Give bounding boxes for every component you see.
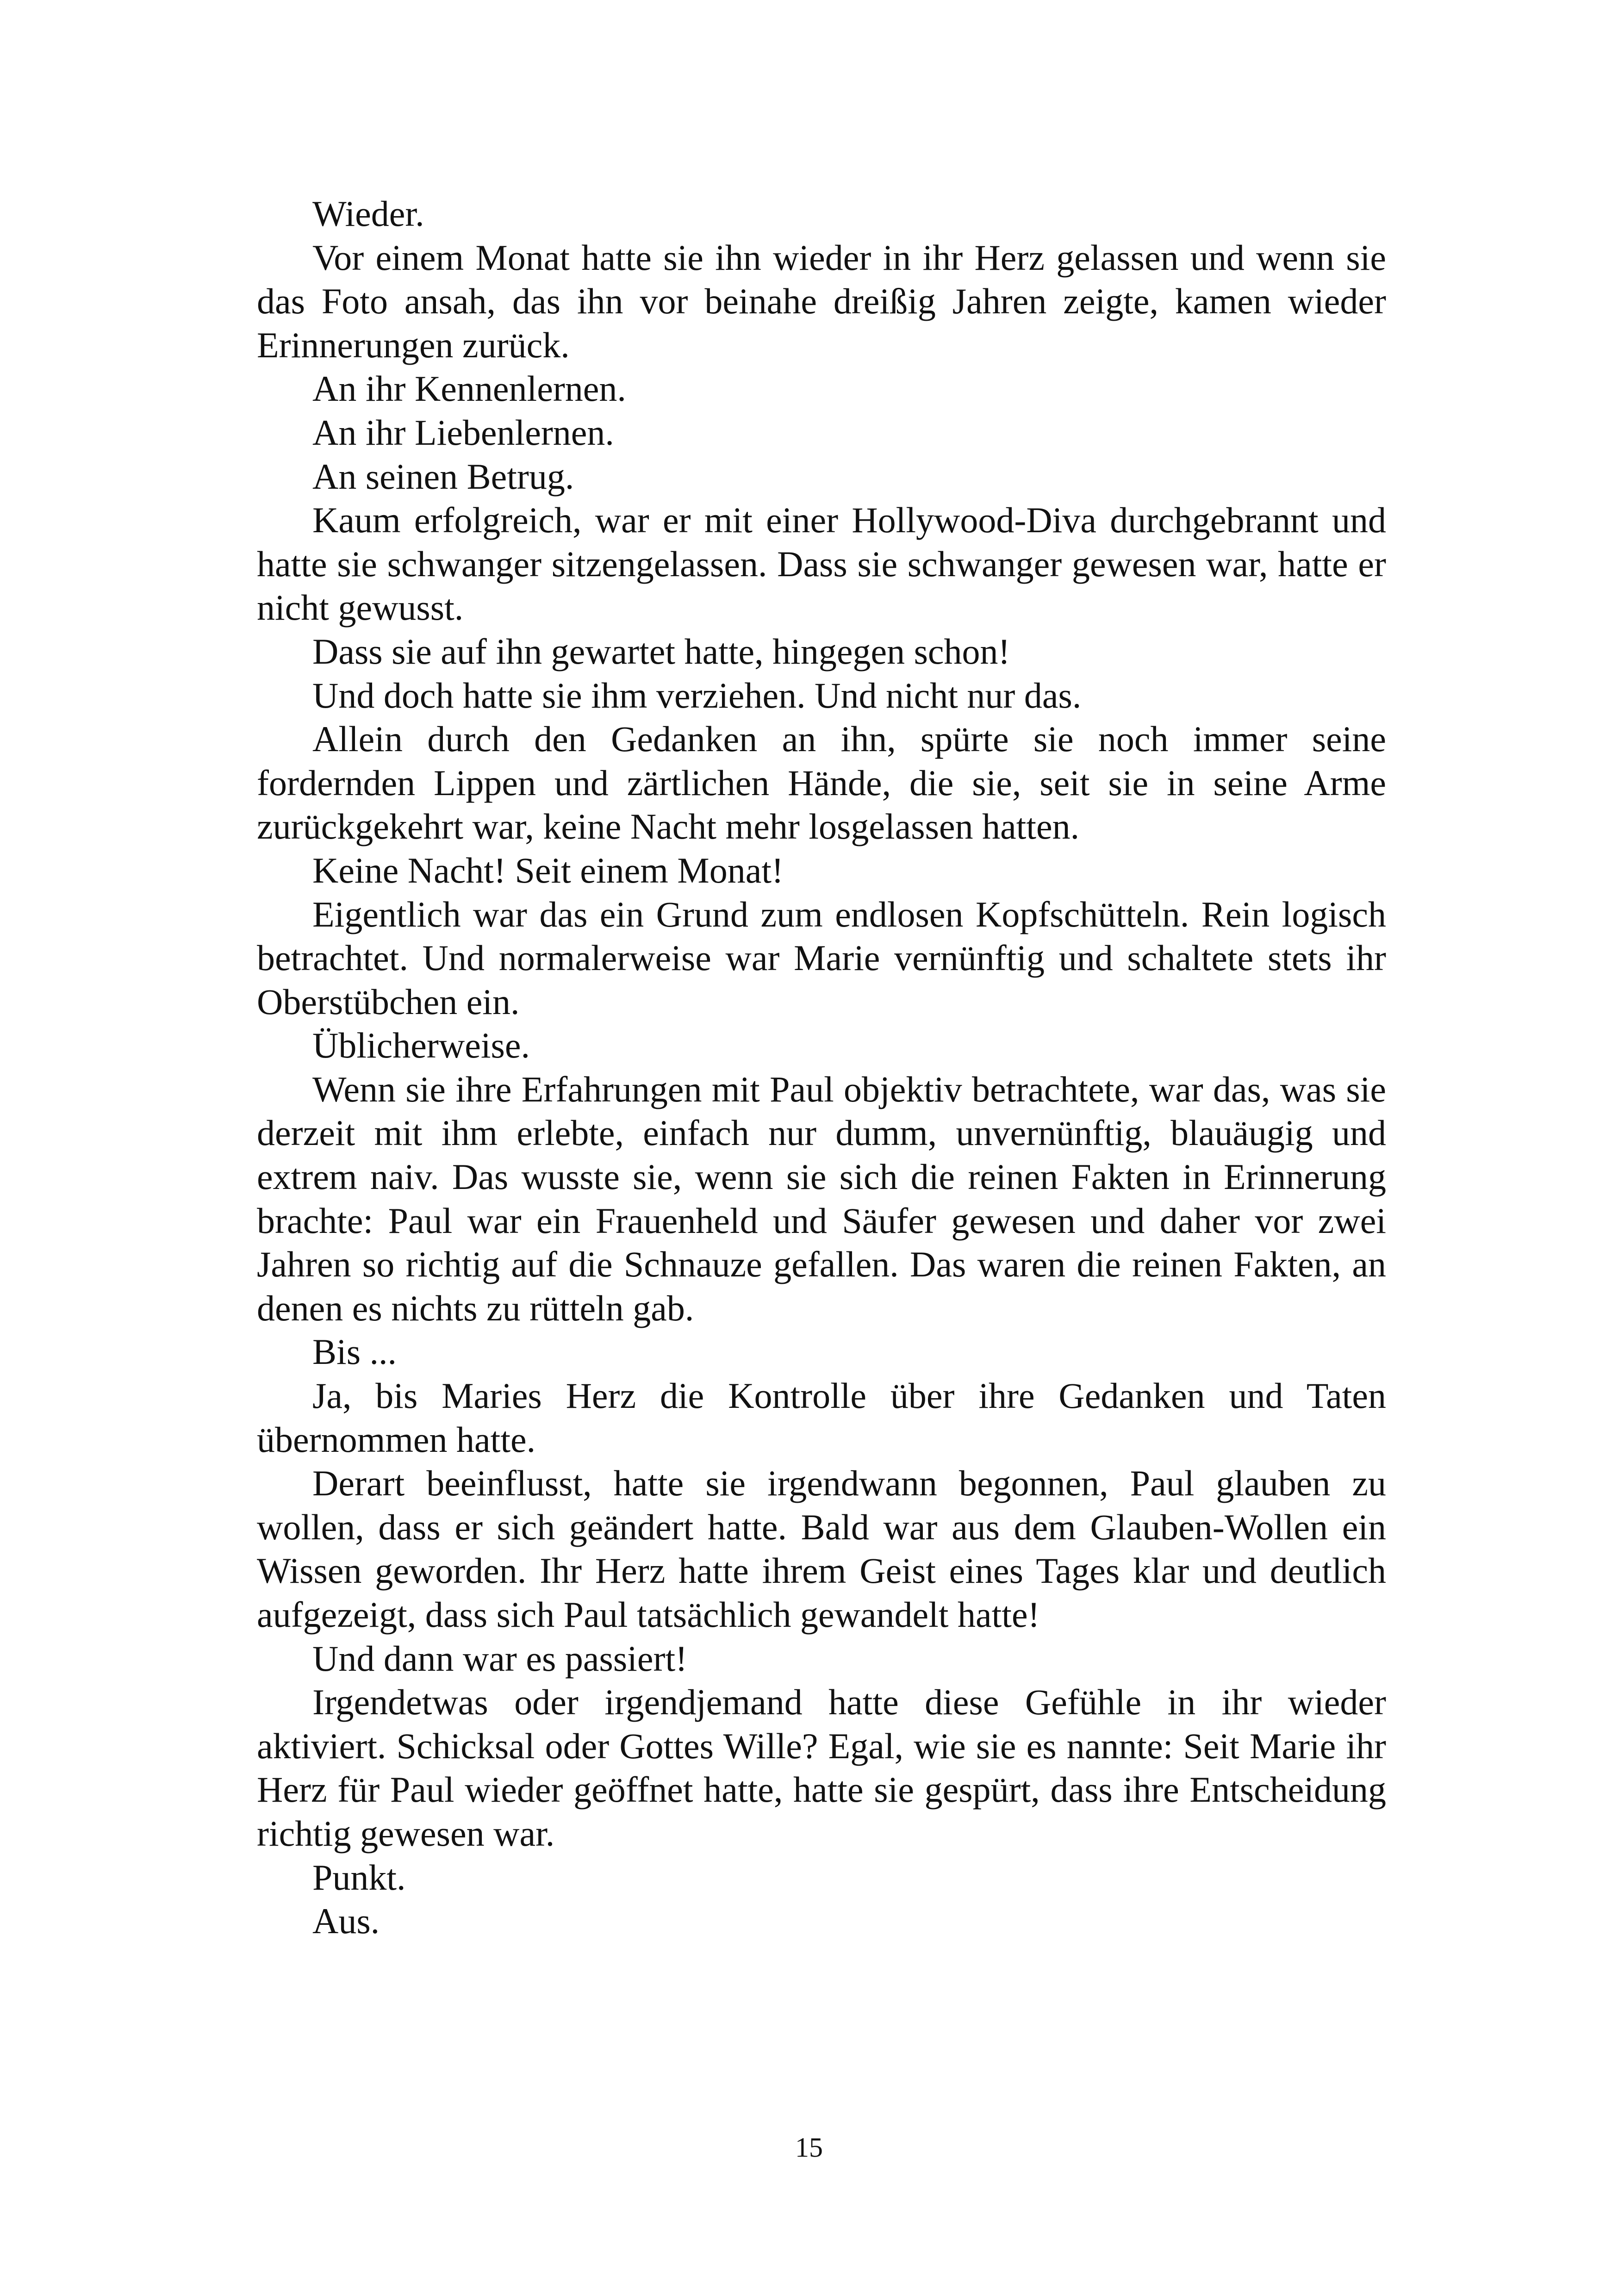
paragraph: An seinen Betrug. [312,456,574,497]
body-text [257,192,1386,1943]
paragraph: Üblicherweise. [312,1025,530,1066]
paragraph: An ihr Liebenlernen. [312,412,614,453]
paragraph: Und dann war es passiert! [312,1638,688,1679]
paragraph: Derart beeinflusst, hatte sie irgendwann begonnen, Paul glauben zu wollen, dass er sich geändert hatte. Bald war aus dem Glauben-Wollen ein Wissen geworden. Ihr Herz hatte ihrem Geist eines Tages klar und deutlich aufgezeigt, dass sich Paul tatsächlich gewandelt hatte! [257,1463,1386,1635]
page-number: 15 [795,2132,823,2163]
paragraph: Kaum erfolgreich, war er mit einer Hollywood-Diva durchgebrannt und hatte sie schwanger sitzengelassen. Dass sie schwanger gewesen war, hatte er nicht gewusst. [257,500,1386,628]
paragraph: Eigentlich war das ein Grund zum endlosen Kopfschütteln. Rein logisch betrachtet. Und normalerweise war Marie vernünftig und schaltete stets ihr Oberstübchen ein. [257,894,1386,1022]
paragraph: Bis ... [312,1332,397,1372]
paragraph: Und doch hatte sie ihm verziehen. Und nicht nur das. [312,675,1082,716]
paragraph: Irgendetwas oder irgendjemand hatte diese Gefühle in ihr wieder aktiviert. Schicksal oder Gottes Wille? Egal, wie sie es nannte: Seit Marie ihr Herz für Paul wieder geöffnet hatte, hatte sie gespürt, dass ihre Entscheidung richtig gewesen war. [257,1682,1386,1854]
paragraph: Ja, bis Maries Herz die Kontrolle über ihre Gedanken und Taten übernommen hatte. [257,1375,1386,1460]
paragraph: Allein durch den Gedanken an ihn, spürte sie noch immer seine fordernden Lippen und zärtlichen Hände, die sie, seit sie in seine Arme zurückgekehrt war, keine Nacht mehr losgelassen hatten. [257,719,1386,847]
paragraph: Keine Nacht! Seit einem Monat! [312,850,784,890]
paragraph: An ihr Kennenlernen. [312,368,626,409]
paragraph: Vor einem Monat hatte sie ihn wieder in ihr Herz gelassen und wenn sie das Foto ansah, das ihn vor beinahe dreißig Jahren zeigte, kamen wieder Erinnerungen zurück. [257,237,1386,365]
paragraph: Aus. [312,1901,380,1941]
paragraph: Dass sie auf ihn gewartet hatte, hingegen schon! [312,631,1010,672]
paragraph: Punkt. [312,1857,406,1898]
paragraph: Wieder. [312,193,424,234]
paragraph: Wenn sie ihre Erfahrungen mit Paul objektiv betrachtete, war das, was sie derzeit mit ihm erlebte, einfach nur dumm, unvernünftig, blauäugig und extrem naiv. Das wusste sie, wenn sie sich die reinen Fakten in Erinnerung brachte: Paul war ein Frauenheld und Säufer gewesen und daher vor zwei Jahren so richtig auf die Schnauze gefallen. Das waren die reinen Fakten, an denen es nichts zu rütteln gab. [257,1069,1386,1328]
